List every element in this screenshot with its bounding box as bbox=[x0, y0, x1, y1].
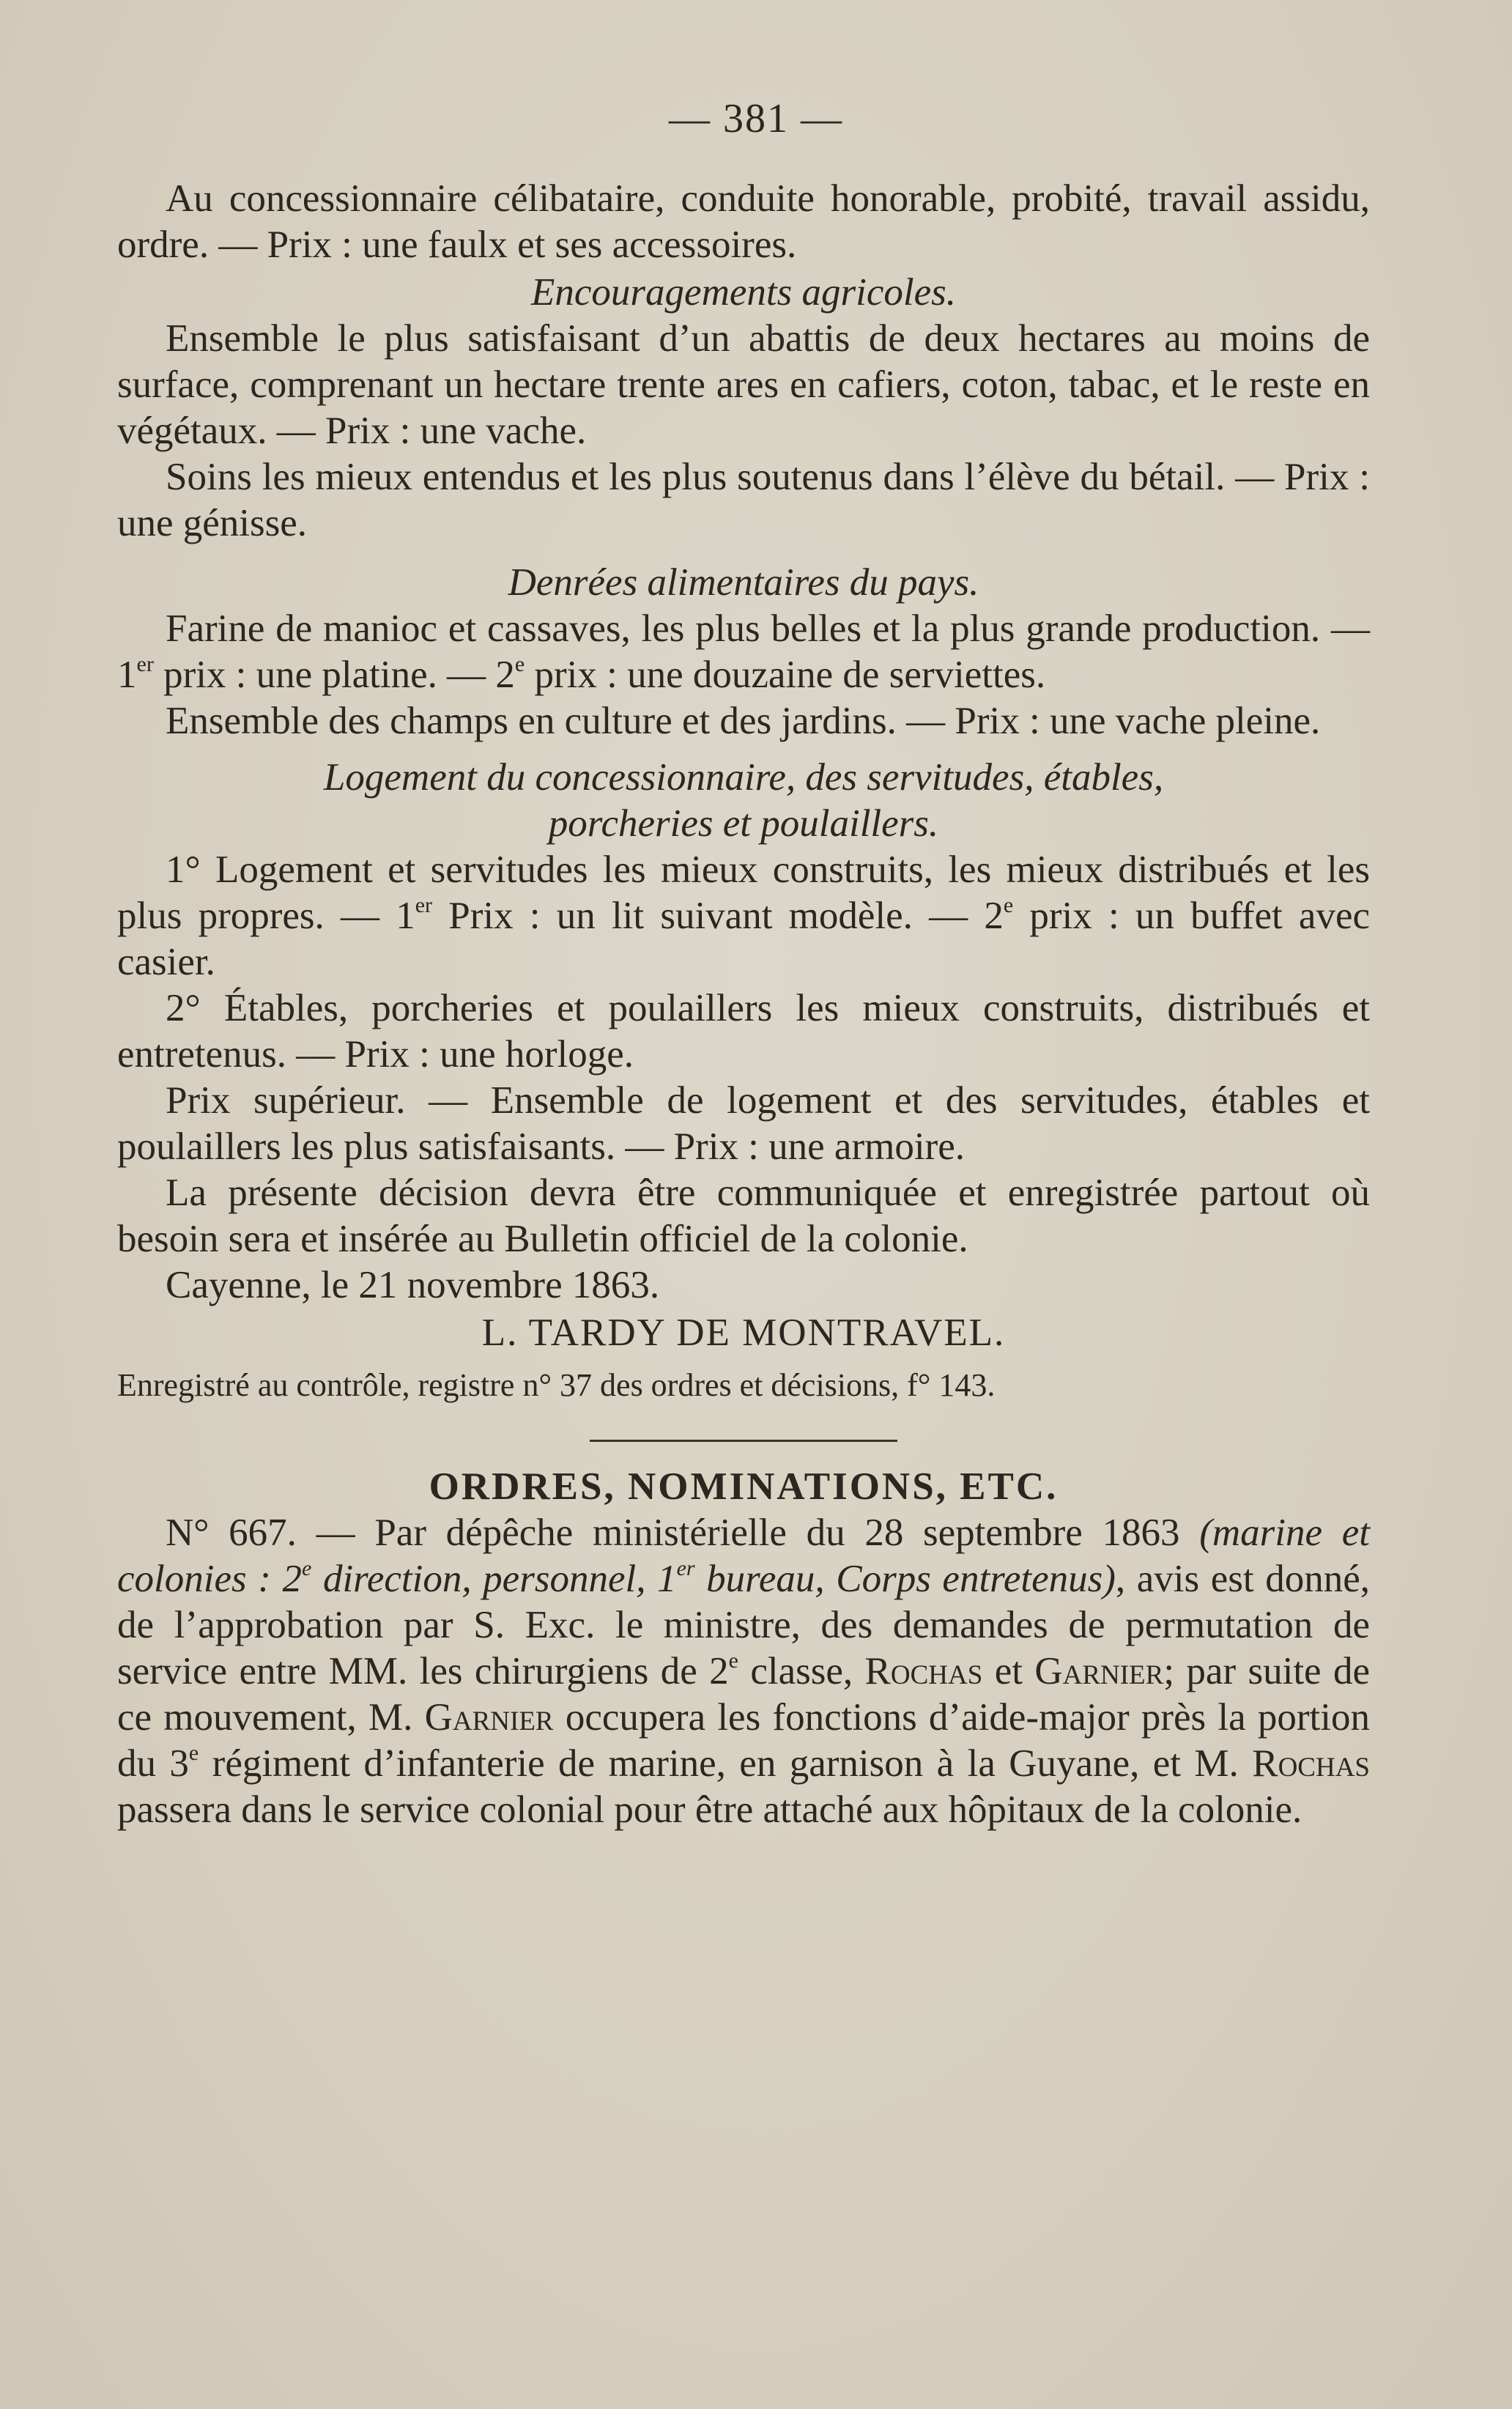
paragraph-betail: Soins les mieux entendus et les plus soutenus dans l’élève du bétail. — Prix : une génisse. bbox=[117, 456, 1370, 544]
name-garnier: Garnier bbox=[1034, 1650, 1164, 1692]
registration-note: Enregistré au contrôle, registre n° 37 des ordres et décisions, f° 143. bbox=[117, 1367, 996, 1403]
name-rochas: Rochas bbox=[864, 1650, 983, 1692]
section-heading: ORDRES, NOMINATIONS, ETC. bbox=[429, 1465, 1059, 1508]
signature: L. TARDY DE MONTRAVEL. bbox=[481, 1311, 1006, 1354]
heading-logement-line-2: porcheries et poulaillers. bbox=[548, 802, 939, 845]
paragraph-logement-servitudes: 1° Logement et servitudes les mieux construits, les mieux distribués et les plus propres. — 1er Prix : un lit suivant modèle. — 2e prix : un buffet avec casier. bbox=[117, 848, 1370, 983]
paragraph-prix-superieur: Prix supérieur. — Ensemble de logement et des servitudes, étables et poulaillers les plus satisfaisants. — Prix : une armoire. bbox=[117, 1079, 1370, 1168]
heading-logement-line-1: Logement du concessionnaire, des servitudes, étables, bbox=[323, 756, 1164, 799]
name-rochas-2: Rochas bbox=[1252, 1742, 1371, 1785]
paragraph-date: Cayenne, le 21 novembre 1863. bbox=[166, 1264, 660, 1306]
page-body bbox=[117, 176, 1370, 1833]
paragraph-celibataire: Au concessionnaire célibataire, conduite honorable, probité, travail assidu, ordre. — Prix : une faulx et ses accessoires. bbox=[117, 177, 1370, 266]
page-number: — 381 — bbox=[669, 96, 843, 141]
name-garnier-2: Garnier bbox=[424, 1696, 554, 1739]
section-divider bbox=[590, 1440, 897, 1442]
heading-encouragements-agricoles: Encouragements agricoles. bbox=[531, 271, 956, 314]
paragraph-farine-manioc: Farine de manioc et cassaves, les plus belles et la plus grande production. — 1er prix : une platine. — 2e prix : une douzaine de serviettes. bbox=[117, 607, 1370, 696]
paragraph-etables: 2° Étables, porcheries et poulaillers les mieux construits, distribués et entretenus. — Prix : une horloge. bbox=[117, 987, 1370, 1076]
paragraph-champs-jardins: Ensemble des champs en culture et des jardins. — Prix : une vache pleine. bbox=[166, 700, 1321, 742]
paragraph-decision: La présente décision devra être communiquée et enregistrée partout où besoin sera et insérée au Bulletin officiel de la colonie. bbox=[117, 1172, 1370, 1260]
paragraph-n667: N° 667. — Par dépêche ministérielle du 28 septembre 1863 (marine et colonies : 2e direction, personnel, 1er bureau, Corps entretenus), avis est donné, de l’approbation par S. Exc. le ministre, des demandes de permutation de service entre MM. les chirurgiens de 2e classe, Rochas et Garnier; par suite de ce mouvement, M. Garnier occupera les fonctions d’aide-major près la portion du 3e régiment d’infanterie de marine, en garnison à la Guyane, et M. Rochas passera dans le service colonial pour être attaché aux hôpitaux de la colonie. bbox=[117, 1511, 1371, 1831]
heading-denrees-alimentaires: Denrées alimentaires du pays. bbox=[508, 561, 979, 604]
paragraph-abattis: Ensemble le plus satisfaisant d’un abattis de deux hectares au moins de surface, comprenant un hectare trente ares en cafiers, coton, tabac, et le reste en végétaux. — Prix : une vache. bbox=[117, 317, 1370, 452]
